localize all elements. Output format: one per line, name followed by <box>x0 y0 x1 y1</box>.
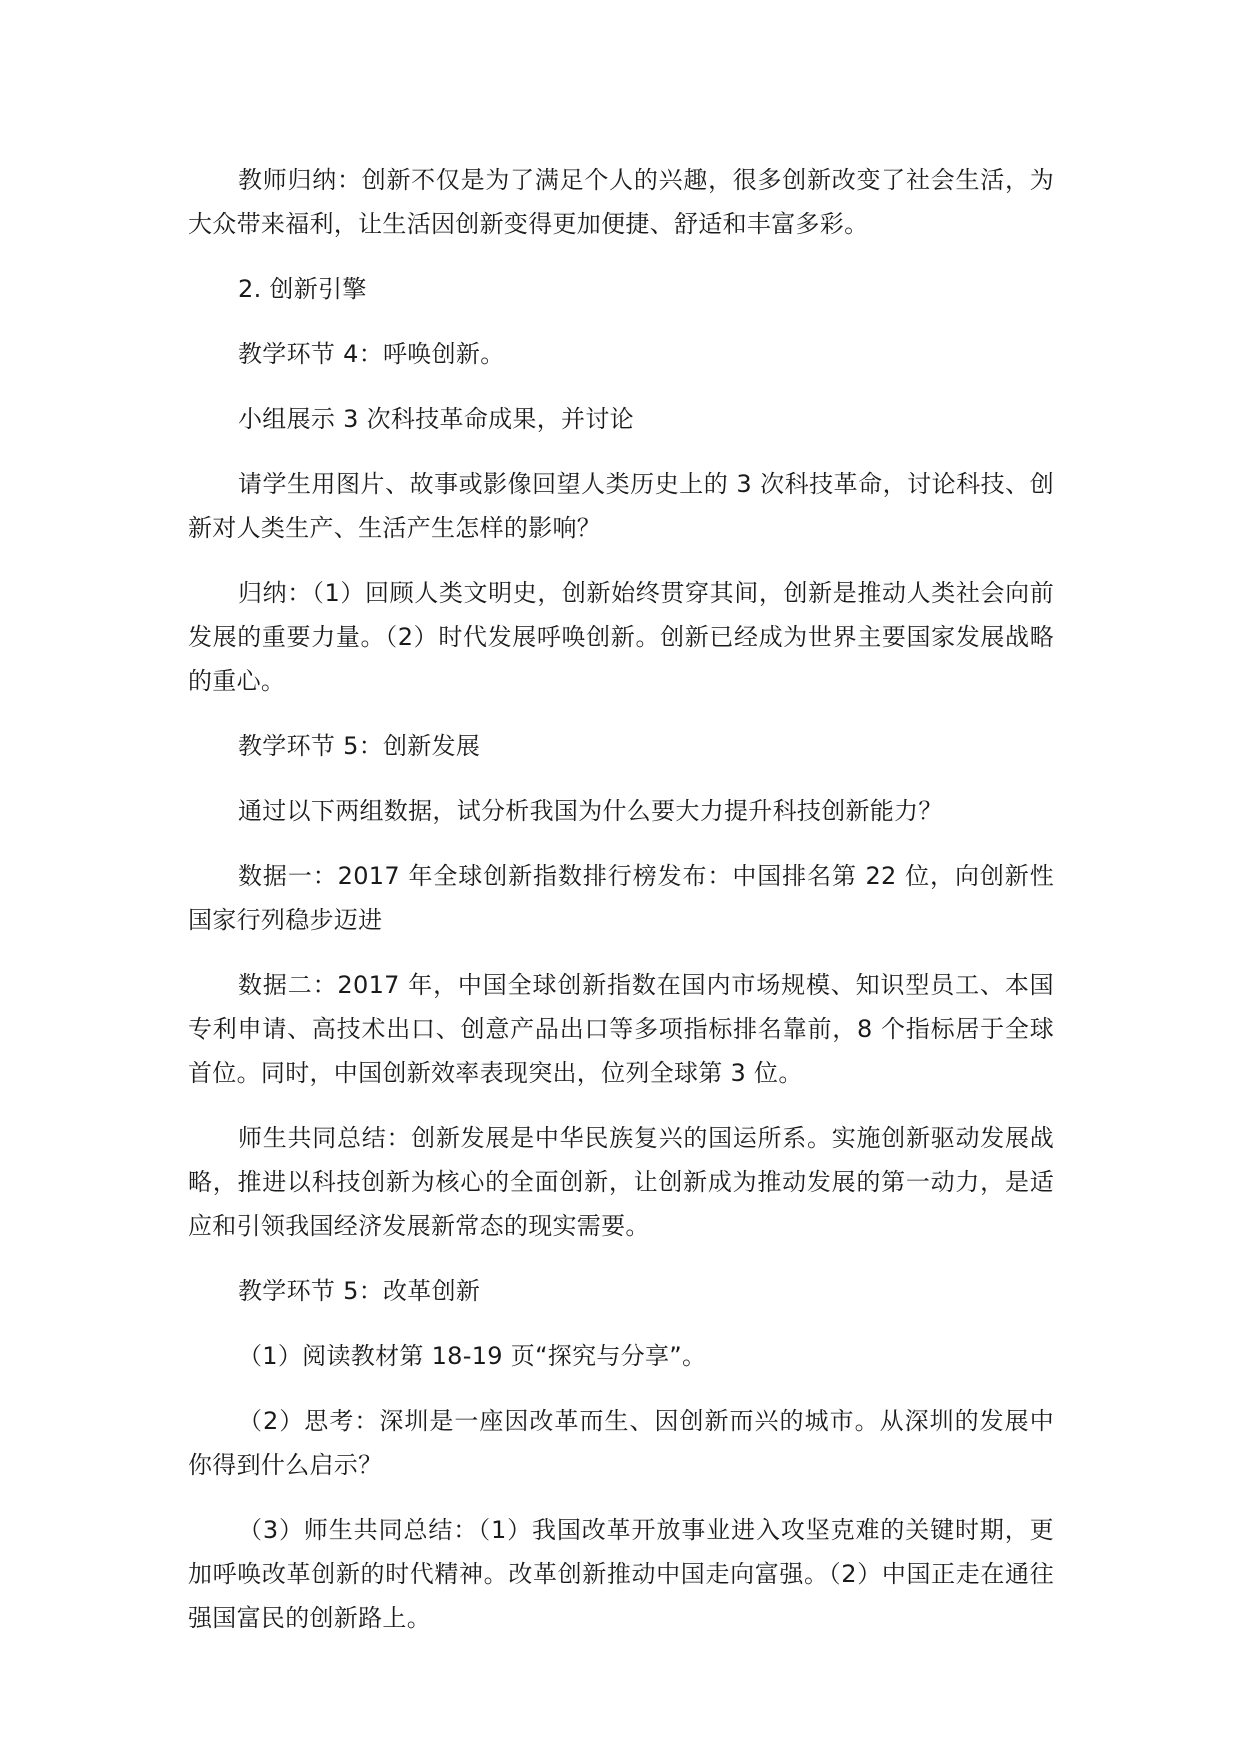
paragraph-reading-task: （1）阅读教材第 18-19 页“探究与分享”。 <box>238 1342 707 1370</box>
paragraph-teaching-step-5-reform: 教学环节 5：改革创新 <box>238 1277 481 1305</box>
paragraph-conclusion-1: 归纳：（1）回顾人类文明史，创新始终贯穿其间，创新是推动人类社会向前发展的重要力量。（2）时代发展呼唤创新。创新已经成为世界主要国家发展战略的重心。 <box>188 579 1054 695</box>
paragraph-teaching-step-4: 教学环节 4：呼唤创新。 <box>238 340 505 368</box>
paragraph-final-summary: （3）师生共同总结：（1）我国改革开放事业进入攻坚克难的关键时期，更加呼唤改革创新的时代精神。改革创新推动中国走向富强。（2）中国正走在通往强国富民的创新路上。 <box>188 1516 1054 1632</box>
document-body <box>188 158 1054 1661</box>
section-heading-innovation-engine: 2. 创新引擎 <box>238 275 367 303</box>
paragraph-group-display: 小组展示 3 次科技革命成果，并讨论 <box>238 405 634 433</box>
paragraph-joint-summary: 师生共同总结：创新发展是中华民族复兴的国运所系。实施创新驱动发展战略，推进以科技创新为核心的全面创新，让创新成为推动发展的第一动力，是适应和引领我国经济发展新常态的现实需要。 <box>188 1124 1054 1240</box>
paragraph-thinking-task: （2）思考：深圳是一座因改革而生、因创新而兴的城市。从深圳的发展中你得到什么启示？ <box>188 1407 1054 1479</box>
paragraph-data-analysis-prompt: 通过以下两组数据，试分析我国为什么要大力提升科技创新能力？ <box>238 797 943 825</box>
paragraph-teacher-summary: 教师归纳：创新不仅是为了满足个人的兴趣，很多创新改变了社会生活，为大众带来福利，让生活因创新变得更加便捷、舒适和丰富多彩。 <box>188 166 1054 238</box>
paragraph-data-one: 数据一：2017 年全球创新指数排行榜发布：中国排名第 22 位，向创新性国家行列稳步迈进 <box>188 862 1054 934</box>
paragraph-teaching-step-5-development: 教学环节 5：创新发展 <box>238 732 481 760</box>
paragraph-data-two: 数据二：2017 年，中国全球创新指数在国内市场规模、知识型员工、本国专利申请、高技术出口、创意产品出口等多项指标排名靠前，8 个指标居于全球首位。同时，中国创新效率表现突出，位列全球第 3 位。 <box>188 971 1054 1087</box>
paragraph-student-task: 请学生用图片、故事或影像回望人类历史上的 3 次科技革命，讨论科技、创新对人类生产、生活产生怎样的影响？ <box>188 470 1054 542</box>
